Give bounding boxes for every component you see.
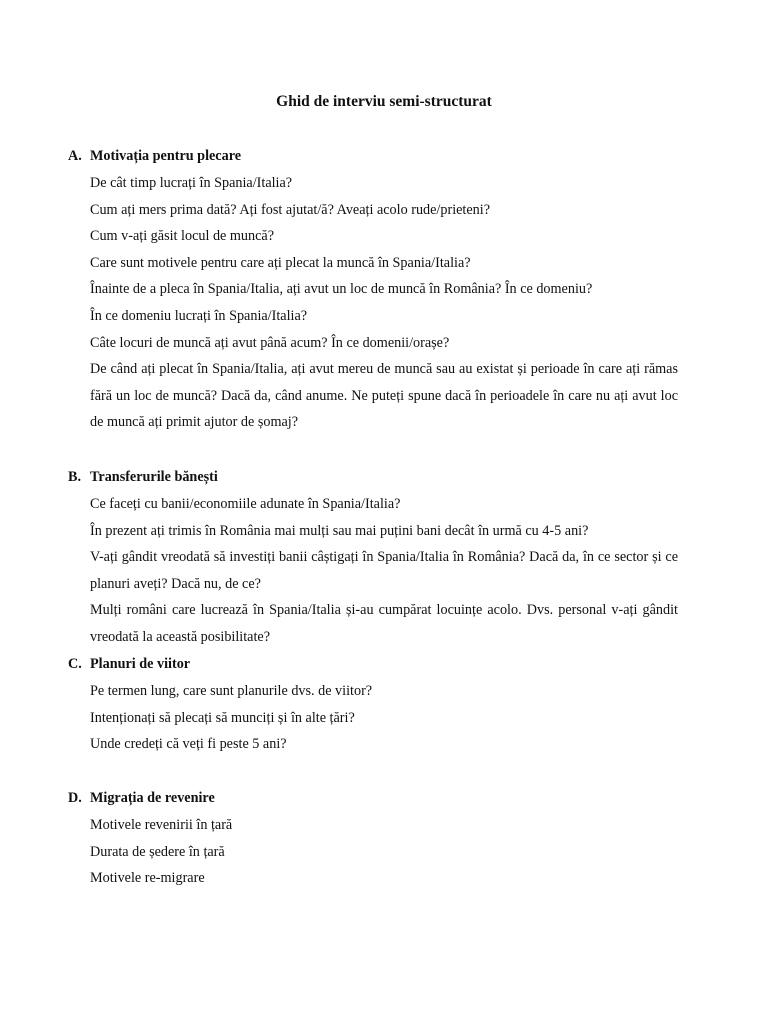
question-item: V-ați gândit vreodată să investiți banii câștigați în Spania/Italia în România? Dacă da, în ce sector și ce planuri aveți? Dacă nu, de ce?	[90, 549, 678, 592]
document-title: Ghid de interviu semi-structurat	[276, 93, 492, 110]
question-item: Cum v-ați găsit locul de muncă?	[90, 228, 274, 245]
question-item: Înainte de a pleca în Spania/Italia, ați avut un loc de muncă în România? În ce domeniu?	[90, 281, 593, 298]
question-item: Motivele revenirii în țară	[90, 817, 233, 833]
section-migratie	[68, 785, 678, 892]
section-heading	[68, 651, 678, 678]
question-item: Durata de ședere în țară	[90, 843, 225, 860]
section-planuri	[68, 651, 678, 758]
section-motivatie	[68, 143, 678, 436]
section-heading	[68, 785, 678, 812]
question-item: În ce domeniu lucrați în Spania/Italia?	[90, 307, 308, 324]
section-title: Motivația pentru plecare	[90, 148, 242, 164]
question-item: Pe termen lung, care sunt planurile dvs. de viitor?	[90, 683, 373, 699]
section-title: Transferurile bănești	[90, 469, 218, 485]
question-item: Cum ați mers prima dată? Ați fost ajutat/ă? Aveați acolo rude/prieteni?	[90, 201, 490, 218]
section-transferuri	[68, 464, 678, 651]
section-heading	[68, 464, 678, 491]
question-item: Ce faceți cu banii/economiile adunate în Spania/Italia?	[90, 496, 401, 512]
section-heading	[68, 143, 678, 170]
question-item: De când ați plecat în Spania/Italia, ați avut mereu de muncă sau au existat și perioade în care ați rămas fără un loc de muncă? Dacă da, când anume. Ne puteți spune dacă în perioadele în care nu ați avut loc de muncă ați primit ajutor de șomaj?	[90, 361, 678, 431]
section-title: Planuri de viitor	[90, 656, 191, 672]
section-title: Migrația de revenire	[90, 790, 215, 806]
question-item: De cât timp lucrați în Spania/Italia?	[90, 175, 293, 191]
question-item: Intenționați să plecați să munciți și în alte țări?	[90, 709, 355, 726]
question-item: Care sunt motivele pentru care ați plecat la muncă în Spania/Italia?	[90, 254, 471, 271]
question-item: În prezent ați trimis în România mai mulți sau mai puțini bani decât în urmă cu 4-5 ani?	[90, 522, 589, 539]
section-letter: B.	[68, 469, 82, 485]
question-list	[68, 678, 678, 758]
question-item: Mulți români care lucrează în Spania/Italia și-au cumpărat locuințe acolo. Dvs. personal v-ați gândit vreodată la această posibilitate?	[90, 602, 678, 645]
section-letter: A.	[68, 148, 82, 164]
question-item: Motivele re-migrare	[90, 870, 205, 887]
question-list	[68, 812, 678, 892]
question-item: Unde credeți că veți fi peste 5 ani?	[90, 736, 287, 753]
section-letter: D.	[68, 790, 82, 806]
section-letter: C.	[68, 656, 82, 672]
question-item: Câte locuri de muncă ați avut până acum? În ce domenii/orașe?	[90, 334, 450, 351]
question-list	[68, 491, 678, 651]
question-list	[68, 170, 678, 436]
